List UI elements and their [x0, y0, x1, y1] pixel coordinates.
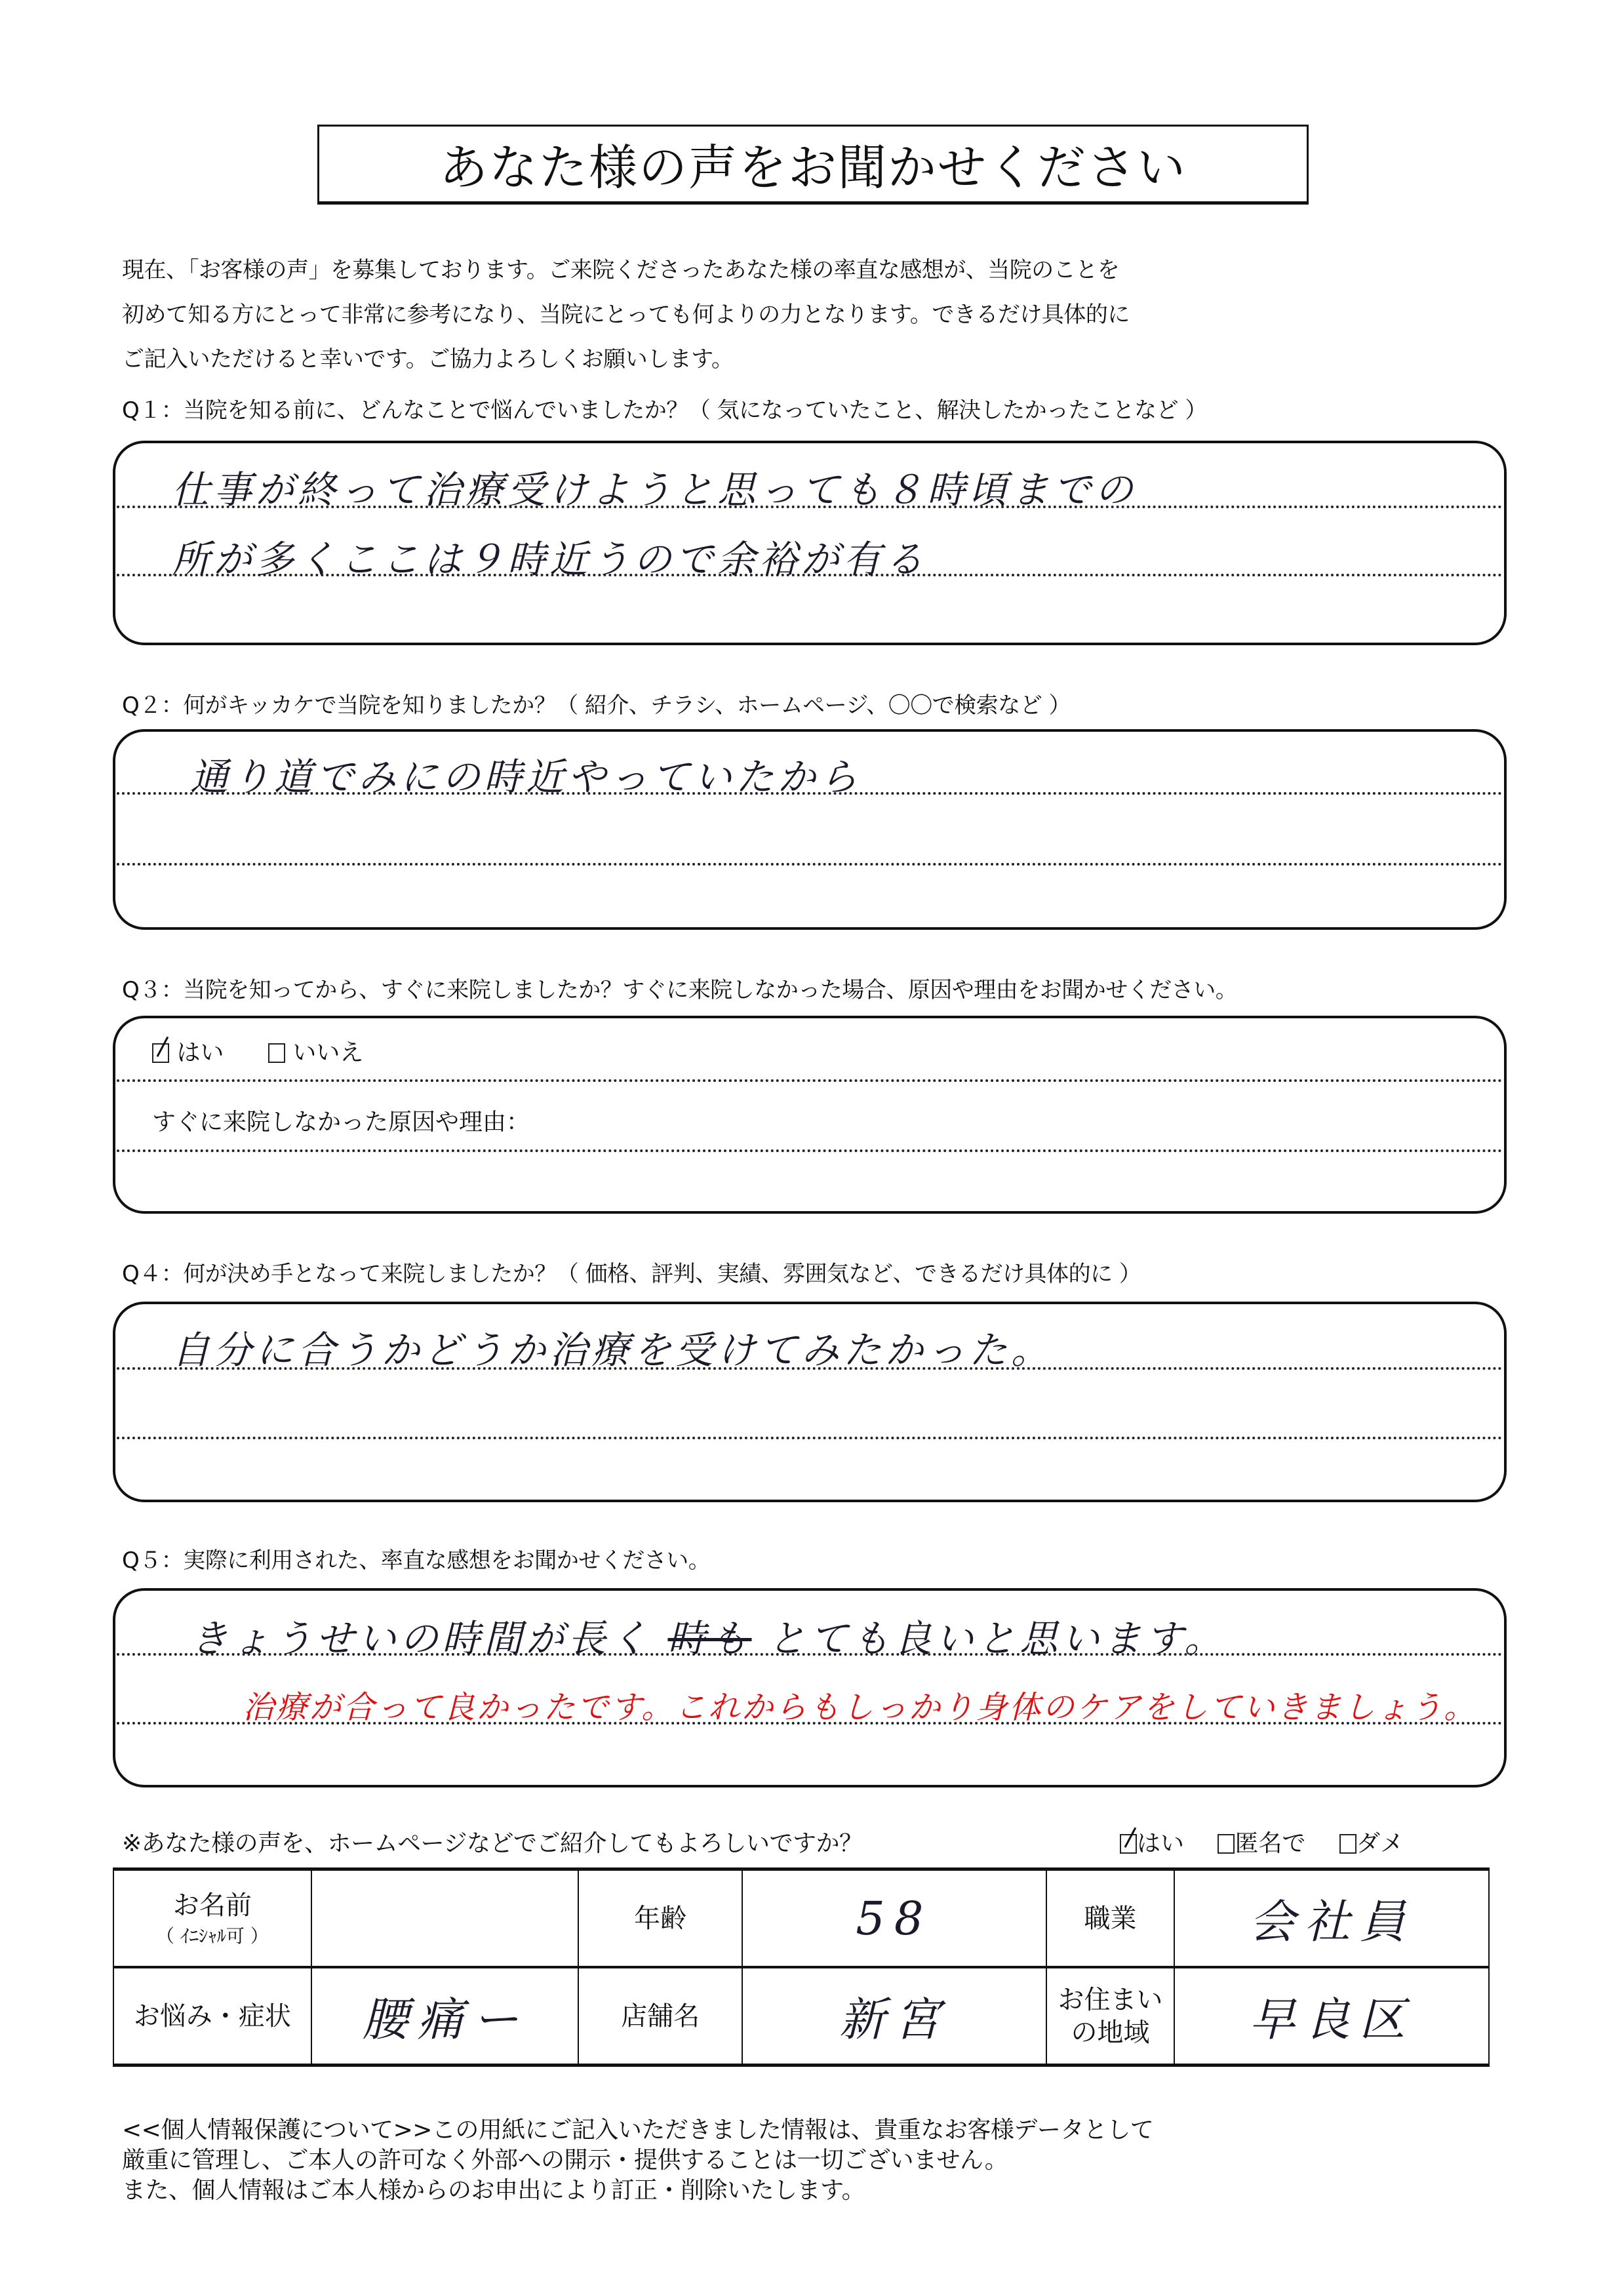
ruled-line	[117, 1149, 1503, 1152]
consent-question: ※あなた様の声を、ホームページなどでご紹介してもよろしいですか？	[122, 1830, 863, 1857]
consent-option-yes[interactable]: はい	[1120, 1830, 1191, 1857]
info-table	[113, 1867, 1490, 2067]
struck-text: 時も	[667, 1616, 752, 1661]
page-title: あなた様の声をお聞かせください	[439, 140, 1187, 196]
checkbox-checked-icon[interactable]	[1120, 1834, 1137, 1854]
intro-line: 現在、「お客様の声」を募集しております。ご来院くださったあなた様の率直な感想が、当院のことを	[122, 257, 1120, 283]
table-row	[113, 1967, 1489, 2066]
age-label: 年齢	[634, 1903, 687, 1934]
job-value: 会社員	[1249, 1895, 1415, 1949]
area-value: 早良区	[1249, 1993, 1415, 2046]
q2-label: Q２：何がキッカケで当院を知りましたか？（ 紹介、チラシ、ホームページ、〇〇で検索など ）	[122, 692, 1071, 719]
symptom-value-cell[interactable]	[311, 1967, 579, 2066]
store-label-cell	[578, 1967, 742, 2066]
privacy-line: 厳重に管理し、ご本人の許可なく外部への開示・提供することは一切ございません。	[122, 2147, 1008, 2174]
consent-option-anonymous[interactable]: 匿名で	[1218, 1830, 1313, 1857]
symptom-label-cell	[113, 1967, 311, 2066]
checkbox-icon[interactable]	[1218, 1834, 1235, 1854]
q1-answer-line: 所が多くここは９時近うので余裕が有る	[172, 537, 928, 582]
q5-answer-line: きょうせいの時間が長く 時も とても良いと思います。	[190, 1616, 1227, 1661]
store-value: 新宮	[839, 1993, 949, 2046]
title-box	[317, 125, 1309, 205]
area-label-cell	[1046, 1967, 1175, 2066]
name-label: お名前	[172, 1890, 252, 1921]
ruled-line	[117, 1437, 1503, 1439]
store-value-cell[interactable]	[742, 1967, 1046, 2066]
name-label-cell	[113, 1869, 311, 1968]
consent-option-no[interactable]: ダメ	[1339, 1830, 1404, 1857]
ruled-line	[117, 863, 1503, 866]
checkbox-icon[interactable]	[268, 1043, 285, 1063]
privacy-line: <<個人情報保護について>>この用紙にご記入いただきました情報は、貴重なお客様データとして	[122, 2117, 1154, 2144]
q4-answer-line: 自分に合うかどうか治療を受けてみたかった。	[172, 1328, 1054, 1372]
q3-reason-label: すぐに来院しなかった原因や理由：	[152, 1109, 530, 1136]
intro-line: 初めて知る方にとって非常に参考になり、当院にとっても何よりの力となります。できるだけ具体的に	[122, 302, 1130, 328]
symptom-label: お悩み・症状	[133, 2001, 291, 2031]
age-value-cell[interactable]	[742, 1869, 1046, 1968]
area-value-cell[interactable]	[1174, 1967, 1489, 2066]
q4-label: Q４：何が決め手となって来院しましたか？（ 価格、評判、実績、雰囲気など、できるだけ具体的に ）	[122, 1261, 1141, 1287]
q3-option-no[interactable]: いいえ	[268, 1039, 363, 1066]
intro-line: ご記入いただけると幸いです。ご協力よろしくお願いします。	[122, 346, 734, 372]
name-value-cell[interactable]	[311, 1869, 579, 1968]
ruled-line	[117, 1079, 1503, 1082]
q3-label: Q３：当院を知ってから、すぐに来院しましたか？すぐに来院しなかった場合、原因や理由をお聞かせください。	[122, 977, 1238, 1003]
job-label: 職業	[1084, 1903, 1137, 1934]
staff-reply: 治療が合って良かったです。これからもしっかり身体のケアをしていきましょう。	[243, 1689, 1478, 1726]
q5-label: Q５：実際に利用された、率直な感想をお聞かせください。	[122, 1547, 711, 1574]
symptom-value: 腰痛ー	[362, 1993, 528, 2046]
privacy-line: また、個人情報はご本人様からのお申出により訂正・削除いたします。	[122, 2177, 865, 2204]
job-value-cell[interactable]	[1174, 1869, 1489, 1968]
q3-options	[152, 1034, 400, 1068]
store-label: 店舗名	[621, 2001, 700, 2031]
privacy-notice	[122, 2115, 1153, 2206]
checkbox-icon[interactable]	[1339, 1834, 1357, 1854]
q2-answer-line: 通り道でみにの時近やっていたから	[190, 755, 862, 799]
age-value: 58	[856, 1891, 933, 1946]
name-sub-label: （ ｲﾆｼｬﾙ可 ）	[155, 1925, 269, 1947]
area-label: の地域	[1071, 2017, 1150, 2048]
age-label-cell	[578, 1869, 742, 1968]
q1-label: Q１：当院を知る前に、どんなことで悩んでいましたか？（ 気になっていたこと、解決したかったことなど ）	[122, 397, 1207, 424]
intro-text	[122, 248, 1130, 382]
job-label-cell	[1046, 1869, 1175, 1968]
checkbox-checked-icon[interactable]	[152, 1043, 169, 1063]
table-row	[113, 1869, 1489, 1968]
consent-options	[1120, 1825, 1430, 1858]
area-label: お住まい	[1058, 1984, 1163, 2015]
q3-option-yes[interactable]: はい	[152, 1039, 231, 1066]
q1-answer-line: 仕事が終って治療受けようと思っても８時頃までの	[172, 468, 1138, 512]
